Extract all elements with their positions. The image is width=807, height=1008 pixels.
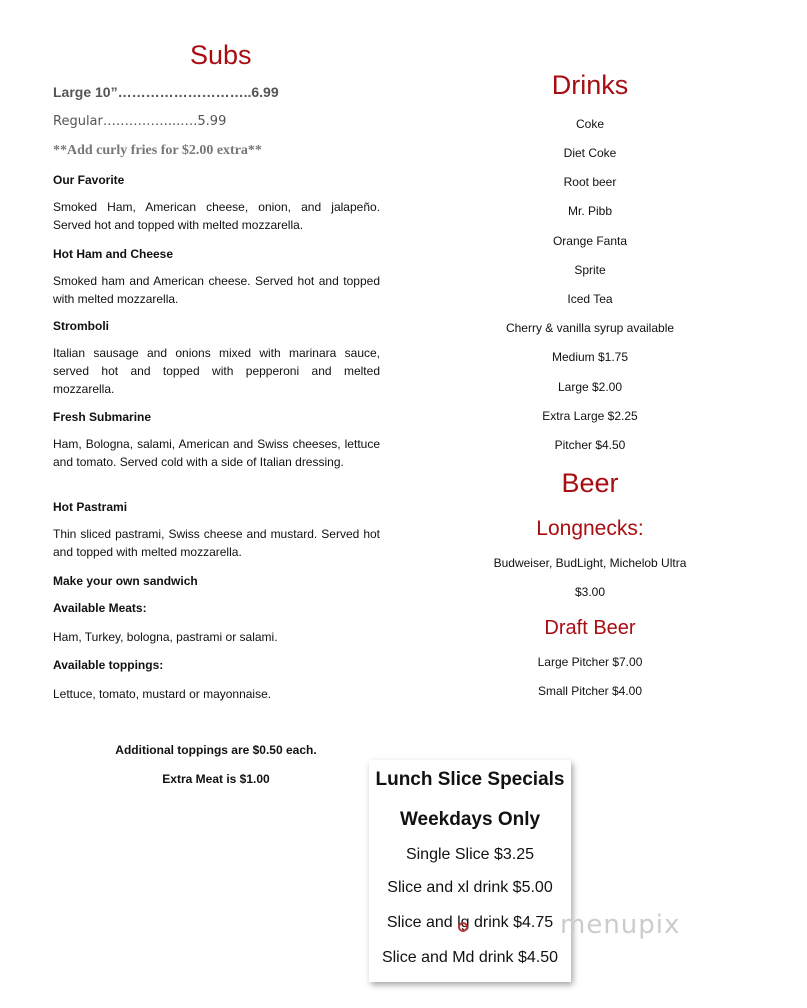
large-price: Large 10”………………………..6.99 xyxy=(53,84,279,100)
watermark: menupix xyxy=(560,910,681,940)
extra-meat: Extra Meat is $1.00 xyxy=(162,772,270,786)
item-name: Our Favorite xyxy=(53,173,125,187)
drinks-title: Drinks xyxy=(551,70,629,100)
beer-title: Beer xyxy=(561,468,619,498)
additional-toppings: Additional toppings are $0.50 each. xyxy=(115,743,317,757)
drink-item: Coke xyxy=(575,117,604,131)
item-description: Smoked Ham, American cheese, onion, and jalapeño. Served hot and topped with melted mozzarella. xyxy=(53,200,380,232)
large-pitcher: Large Pitcher $7.00 xyxy=(537,655,643,669)
drink-item: Extra Large $2.25 xyxy=(542,409,638,423)
longnecks-title: Longnecks: xyxy=(536,517,644,540)
meats-label: Available Meats: xyxy=(53,601,147,615)
drink-item: Medium $1.75 xyxy=(551,350,629,364)
toppings-list: Lettuce, tomato, mustard or mayonnaise. xyxy=(53,687,272,701)
special-line: Slice and Md drink $4.50 xyxy=(381,949,559,966)
drink-item: Sprite xyxy=(574,263,606,277)
special-line: Single Slice $3.25 xyxy=(405,846,535,863)
special-line: Slice and xl drink $5.00 xyxy=(387,879,553,896)
make-own-heading: Make your own sandwich xyxy=(53,574,198,588)
item-name: Stromboli xyxy=(53,319,109,333)
item-description: Smoked ham and American cheese. Served hot and topped with melted mozzarella. xyxy=(53,274,380,306)
drink-item: Mr. Pibb xyxy=(567,204,612,218)
item-description: Italian sausage and onions mixed with marinara sauce, served hot and topped with pepperoni and melted mozzarella. xyxy=(53,346,380,396)
regular-price: Regular……………...….5.99 xyxy=(53,114,227,129)
drink-item: Diet Coke xyxy=(563,146,617,160)
longnecks-list: Budweiser, BudLight, Michelob Ultra xyxy=(493,556,687,570)
subs-title: Subs xyxy=(190,40,252,70)
specials-subtitle: Weekdays Only xyxy=(399,809,541,830)
item-name: Fresh Submarine xyxy=(53,410,152,424)
watermark-icon xyxy=(458,922,468,932)
item-name: Hot Pastrami xyxy=(53,500,128,514)
lunch-specials-box xyxy=(369,760,571,982)
item-name: Hot Ham and Cheese xyxy=(53,247,174,261)
drink-item: Pitcher $4.50 xyxy=(554,438,626,452)
longnecks-price: $3.00 xyxy=(574,585,606,599)
toppings-label: Available toppings: xyxy=(53,658,164,672)
specials-title: Lunch Slice Specials xyxy=(375,769,565,790)
draft-beer-title: Draft Beer xyxy=(544,617,636,639)
drink-item: Root beer xyxy=(563,175,617,189)
drink-item: Iced Tea xyxy=(567,292,613,306)
drink-item: Cherry & vanilla syrup available xyxy=(505,321,675,335)
small-pitcher: Small Pitcher $4.00 xyxy=(537,684,643,698)
drink-item: Orange Fanta xyxy=(552,234,628,248)
item-description: Thin sliced pastrami, Swiss cheese and mustard. Served hot and topped with melted mozzarella. xyxy=(53,527,380,559)
meats-list: Ham, Turkey, bologna, pastrami or salami. xyxy=(53,630,278,644)
drink-item: Large $2.00 xyxy=(557,380,623,394)
item-description: Ham, Bologna, salami, American and Swiss cheeses, lettuce and tomato. Served cold with a side of Italian dressing. xyxy=(53,437,380,469)
curly-fries-note: **Add curly fries for $2.00 extra** xyxy=(53,143,262,158)
special-line: Slice and lg drink $4.75 xyxy=(386,914,554,931)
